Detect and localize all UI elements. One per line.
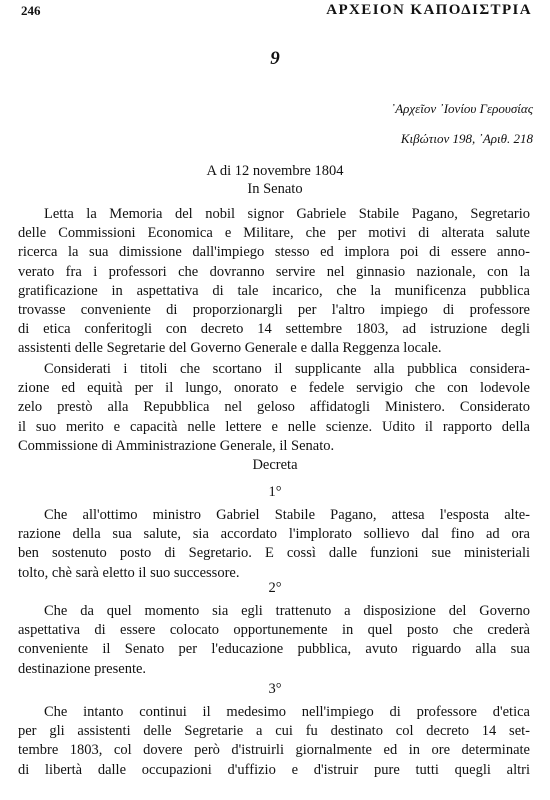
text-line: assistenti delle Segretarie del Governo Generale e dalla Reggenza locale. [18, 340, 442, 357]
text-line: Letta la Memoria del nobil signor Gabriele Stabile Pagano, Segretario [44, 206, 530, 222]
text-line: Considerati i titoli che scortano il supplicante alla pubblica considera- [44, 361, 530, 377]
text-line: trovasse conveniente di proporzionargli per l'altro impiego di professore [18, 302, 530, 319]
paragraph-considerati [18, 360, 530, 456]
text-line: razione della sua salute, sia accordato l'implorato sollievo dal fino ad ora [18, 526, 530, 543]
text-line: verato fra i professori che dovranno servire nel ginnasio nazionale, con la [18, 263, 530, 280]
paragraph-memoria [18, 205, 530, 359]
text-line: Commissione di Amministrazione Generale, il Senato. [18, 437, 335, 454]
running-title: ΑΡΧΕΙΟΝ ΚΑΠΟΔΙΣΤΡΙΑ [326, 2, 532, 18]
text-line: conveniente il Senato per l'educazione pubblica, avuto riguardo alla sua [18, 641, 530, 658]
article-number-2: 2° [268, 580, 282, 596]
text-line: per gli assistenti delle Segretarie a cui fu destinato col decreto 14 set- [18, 723, 530, 740]
article-number-3: 3° [268, 681, 282, 697]
document-number: 9 [270, 48, 280, 69]
text-line: Che all'ottimo ministro Gabriel Stabile Pagano, attesa l'esposta alte- [44, 507, 530, 523]
text-line: il suo merito e capacità nelle lettere e nelle scienze. Udito il rapporto della [18, 418, 530, 435]
article-number-1: 1° [268, 484, 282, 500]
text-line: ben sostenuto posto di Segretario. E cossì dalle funzioni sue ministeriali [18, 545, 530, 562]
text-line: di libertà dalle occupazioni d'uffizio e d'istruir pure tutti quegli altri [18, 761, 530, 778]
text-line: tembre 1803, col dovere però d'istruirli giornalmente ed in ore determinate [18, 742, 530, 759]
text-line: Che da quel momento sia egli trattenuto a disposizione del Governo [44, 603, 530, 619]
decreta-heading: Decreta [252, 457, 298, 473]
place-line: In Senato [247, 181, 303, 197]
text-line: di etica conferitogli con decreto 14 settembre 1803, ad istruzione degli [18, 321, 530, 338]
text-line: Che intanto continui il medesimo nell'impiego di professore d'etica [44, 704, 530, 720]
article-1 [18, 506, 530, 583]
text-line: tolto, chè sarà eletto il suo successore. [18, 564, 240, 581]
dateline: A di 12 novembre 1804 [206, 163, 344, 179]
article-3 [18, 703, 530, 780]
text-line: destinazione presente. [18, 660, 147, 677]
text-line: gratificazione in aspettativa di tale incarico, che la munificenza pubblica [18, 282, 530, 299]
text-line: delle Commissioni Economica e Militare, che per motivi di alterata salute [18, 225, 530, 242]
text-line: ricerca la sua dimissione dall'impiego stesso ed implora poi di essere anno- [18, 244, 530, 261]
source-reference: Κιβώτιον 198, ᾿Αριθ. 218 [400, 131, 533, 146]
text-line: zione ed equità per il lungo, onorato e fedele servigio che con lodevole [18, 380, 530, 397]
article-2 [18, 602, 530, 679]
source-archive: ᾿Αρχεῖον ᾿Ιονίου Γερουσίας [390, 101, 533, 116]
text-line: aspettativa di essere colocato opportunemente in quel posto che crederà [18, 622, 530, 639]
text-line: zelo prestò alla Repubblica nel geloso affidatogli Ministero. Considerato [18, 399, 530, 416]
page-number: 246 [21, 3, 41, 18]
